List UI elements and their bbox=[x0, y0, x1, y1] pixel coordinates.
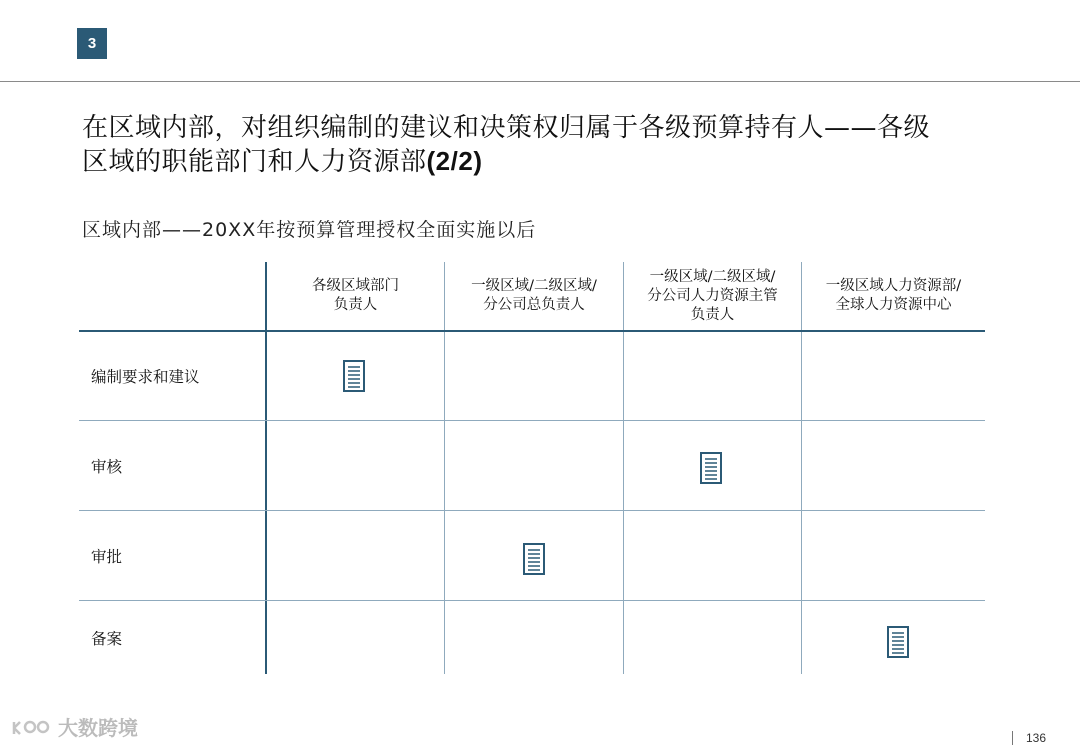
column-header-1 bbox=[267, 262, 444, 330]
column-header-3 bbox=[624, 262, 801, 330]
column-header-4 bbox=[802, 262, 985, 330]
document-icon bbox=[887, 626, 909, 658]
page-number: 136 bbox=[1026, 731, 1047, 745]
title-line-2 bbox=[82, 145, 1042, 179]
document-icon bbox=[523, 543, 545, 575]
column-header-2 bbox=[445, 262, 623, 330]
slide-subtitle: 区域内部——20XX年按预算管理授权全面实施以后 bbox=[82, 219, 537, 241]
column-header-line: 负责人 bbox=[333, 297, 378, 313]
document-icon bbox=[343, 360, 365, 392]
column-header-line: 各级区域部门 bbox=[312, 278, 399, 294]
row-label-4: 备案 bbox=[91, 629, 123, 648]
logo-icon bbox=[10, 714, 54, 740]
row-label-2: 审核 bbox=[91, 457, 123, 476]
column-header-line: 分公司总负责人 bbox=[483, 297, 585, 313]
watermark bbox=[10, 712, 138, 741]
header-row-divider bbox=[79, 330, 985, 332]
title-line-1: 在区域内部，对组织编制的建议和决策权归属于各级预算持有人——各级 bbox=[82, 113, 931, 143]
watermark-text: 大数跨境 bbox=[58, 716, 138, 740]
row-divider bbox=[79, 600, 985, 601]
column-header-line: 全球人力资源中心 bbox=[835, 297, 952, 313]
row-label-3: 审批 bbox=[91, 547, 123, 566]
row-label-1: 编制要求和建议 bbox=[91, 367, 200, 386]
footer-divider bbox=[1012, 731, 1013, 745]
document-icon bbox=[700, 452, 722, 484]
column-header-line: 负责人 bbox=[690, 306, 735, 323]
column-header-line: 分公司人力资源主管 bbox=[647, 287, 778, 304]
row-divider bbox=[79, 420, 985, 421]
column-header-line: 一级区域/二级区域/ bbox=[649, 268, 776, 285]
column-header-line: 一级区域人力资源部/ bbox=[825, 278, 962, 294]
header-divider bbox=[0, 81, 1080, 82]
column-header-line: 一级区域/二级区域/ bbox=[471, 278, 597, 294]
title-line-2-text: 区域的职能部门和人力资源部 bbox=[82, 147, 427, 177]
slide-title bbox=[82, 112, 1042, 179]
title-line-2-suffix: (2/2) bbox=[426, 146, 483, 176]
section-badge: 3 bbox=[77, 28, 107, 59]
responsibility-matrix bbox=[79, 262, 985, 674]
row-divider bbox=[79, 510, 985, 511]
